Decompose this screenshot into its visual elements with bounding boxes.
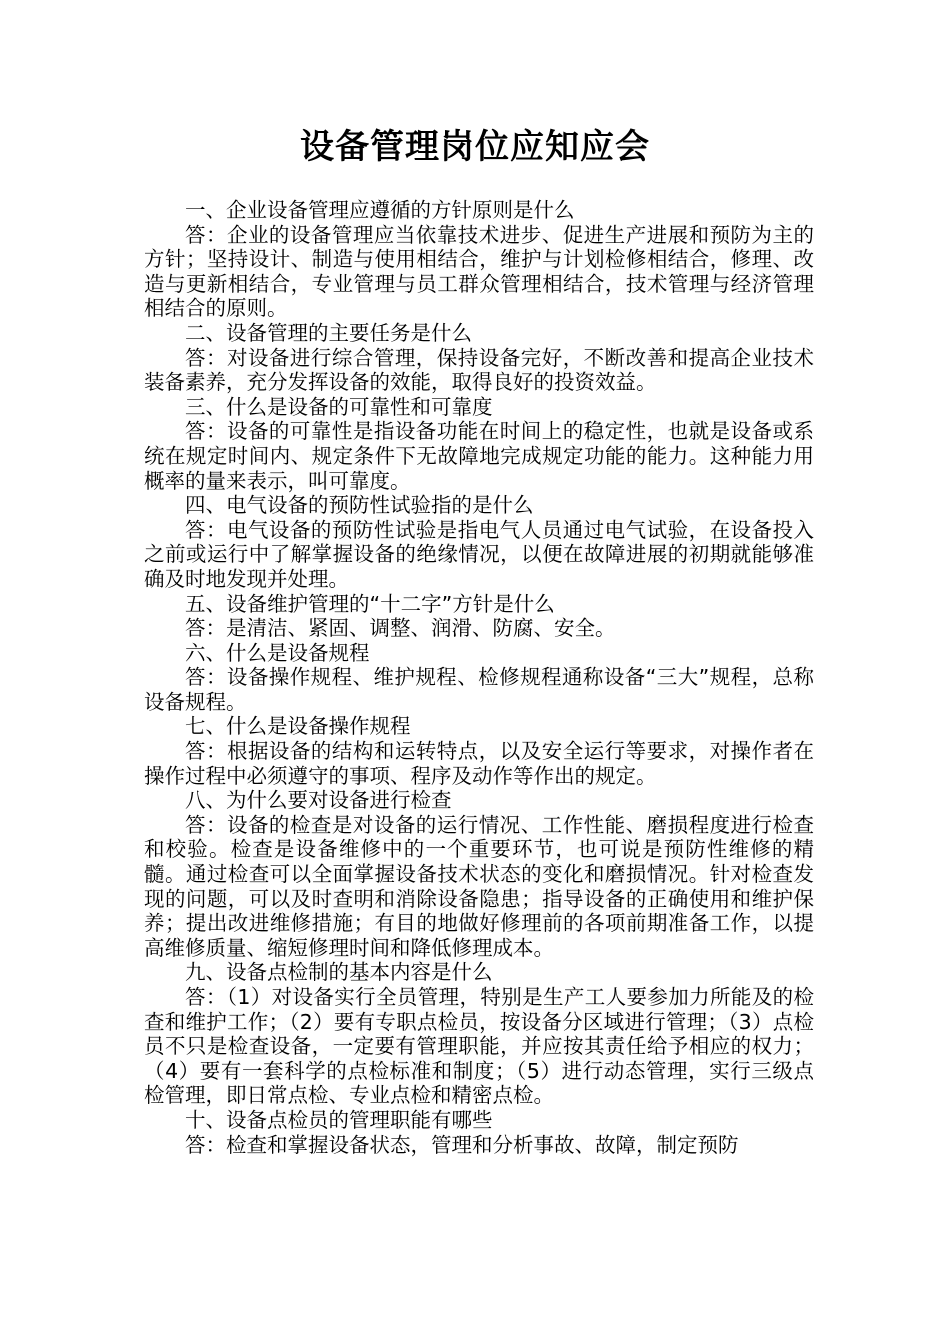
- question-9: 九、设备点检制的基本内容是什么: [185, 960, 493, 985]
- question-3: 三、什么是设备的可靠性和可靠度: [185, 394, 493, 419]
- answer-7: 答：根据设备的结构和运转特点，以及安全运行等要求，对操作者在操作过程中必须遵守的事项、程序及动作等作出的规定。: [144, 739, 814, 788]
- answer-1: 答：企业的设备管理应当依靠技术进步、促进生产进展和预防为主的方针；坚持设计、制造与使用相结合，维护与计划检修相结合，修理、改造与更新相结合，专业管理与员工群众管理相结合，技术管理与经济管理相结合的原则。: [144, 222, 814, 321]
- question-2: 二、设备管理的主要任务是什么: [185, 320, 472, 345]
- document-title: 设备管理岗位应知应会: [300, 127, 650, 167]
- question-1: 一、企业设备管理应遵循的方针原则是什么: [185, 198, 575, 222]
- answer-2: 答：对设备进行综合管理，保持设备完好，不断改善和提高企业技术装备素养，充分发挥设备的效能，取得良好的投资效益。: [144, 345, 814, 395]
- question-4: 四、电气设备的预防性试验指的是什么: [185, 493, 534, 518]
- answer-4: 答：电气设备的预防性试验是指电气人员通过电气试验，在设备投入之前或运行中了解掌握设备的绝缘情况，以便在故障进展的初期就能够准确及时地发现并处理。: [144, 517, 814, 591]
- question-8: 八、为什么要对设备进行检查: [185, 788, 452, 813]
- answer-8: 答：设备的检查是对设备的运行情况、工作性能、磨损程度进行检查和校验。检查是设备维修中的一个重要环节，也可说是预防性维修的精髓。通过检查可以全面掌握设备技术状态的变化和磨损情况。针对检查发现的问题，可以及时查明和消除设备隐患；指导设备的正确使用和维护保养；提出改进维修措施；有目的地做好修理前的各项前期准备工作，以提高维修质量、缩短修理时间和降低修理成本。: [144, 812, 814, 960]
- answer-9: 答：（1）对设备实行全员管理，特别是生产工人要参加力所能及的检查和维护工作；（2）要有专职点检员，按设备分区域进行管理；（3）点检员不只是检查设备，一定要有管理职能，并应按其责任给予相应的权力；（4）要有一套科学的点检标准和制度；（5）进行动态管理，实行三级点检管理，即日常点检、专业点检和精密点检。: [144, 985, 814, 1108]
- question-7: 七、什么是设备操作规程: [185, 714, 411, 739]
- answer-5: 答：是清洁、紧固、调整、润滑、防腐、安全。: [185, 616, 616, 641]
- question-10: 十、设备点检员的管理职能有哪些: [185, 1107, 493, 1132]
- question-6: 六、什么是设备规程: [185, 640, 370, 665]
- question-5: 五、设备维护管理的“十二字”方针是什么: [185, 591, 555, 616]
- document-body: [144, 198, 814, 1157]
- answer-3: 答：设备的可靠性是指设备功能在时间上的稳定性，也就是设备或系统在规定时间内、规定条件下无故障地完成规定功能的能力。这种能力用概率的量来表示，叫可靠度。: [144, 419, 814, 493]
- answer-10: 答：检查和掌握设备状态，管理和分析事故、故障，制定预防: [185, 1132, 739, 1157]
- answer-6: 答：设备操作规程、维护规程、检修规程通称设备“三大”规程，总称设备规程。: [144, 665, 814, 714]
